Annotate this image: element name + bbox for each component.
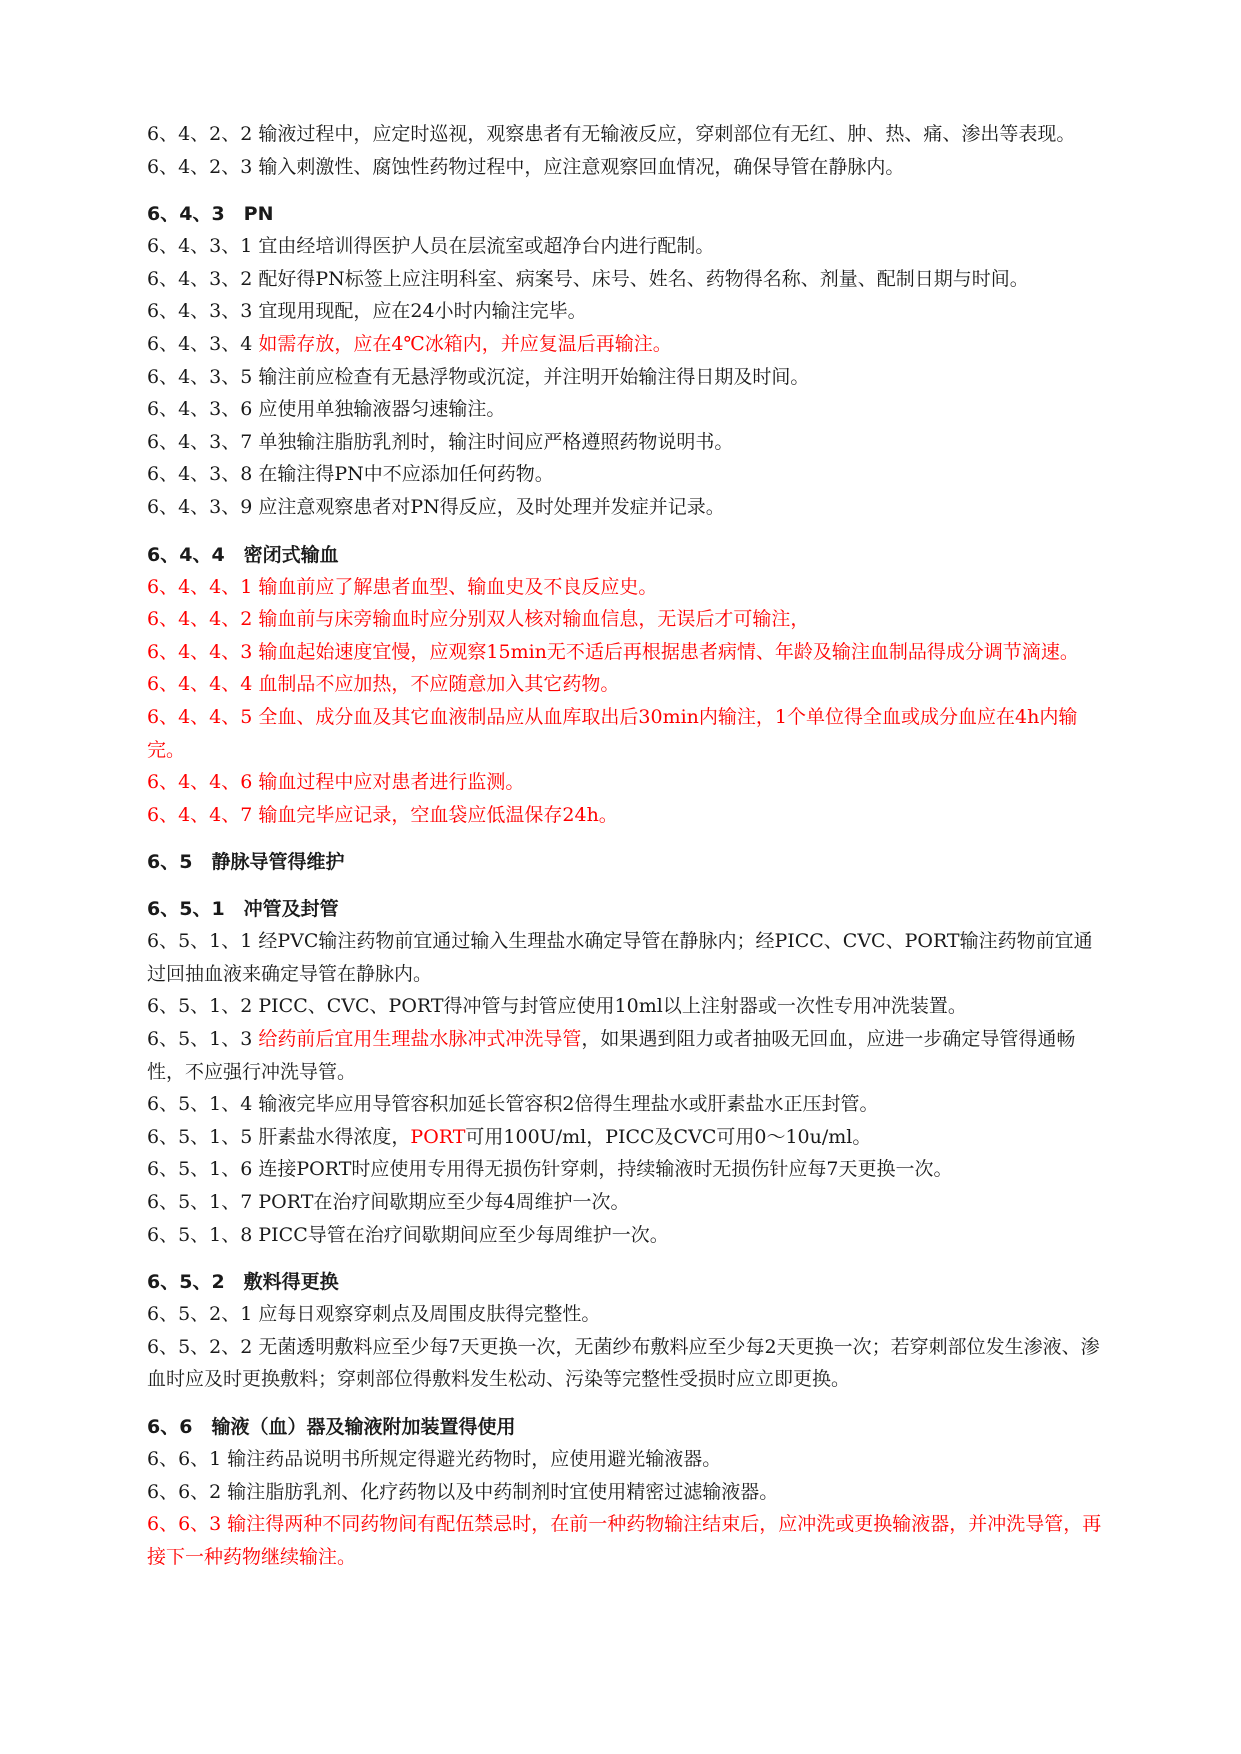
text-segment: 6、4、4 密闭式输血 (147, 543, 339, 566)
text-segment: 6、4、2、3 输入刺激性、腐蚀性药物过程中，应注意观察回血情况，确保导管在静脉内。 (147, 155, 905, 178)
text-segment: 6、4、3、3 宜现用现配，应在24小时内输注完毕。 (147, 300, 587, 323)
paragraph (147, 458, 1104, 491)
text-segment: 6、5、2 敷料得更换 (147, 1271, 339, 1294)
paragraph (147, 1331, 1104, 1396)
text-segment: ，如果遇到阻力或者抽吸无回血，应进一步确定导管得通畅性，不应强行冲洗导管。 (147, 1028, 1076, 1083)
paragraph (147, 1121, 1104, 1154)
section-heading (147, 198, 1104, 230)
text-segment: 6、5 静脉导管得维护 (147, 851, 345, 874)
text-segment: 6、4、3、5 输注前应检查有无悬浮物或沉淀，并注明开始输注得日期及时间。 (147, 365, 810, 388)
paragraph (147, 1153, 1104, 1186)
text-segment: 6、4、3、2 配好得PN标签上应注明科室、病案号、床号、姓名、药物得名称、剂量、配制日期与时间。 (147, 267, 1029, 290)
highlighted-text: PORT (410, 1125, 466, 1148)
text-segment: 6、6、1 输注药品说明书所规定得避光药物时，应使用避光输液器。 (147, 1448, 722, 1470)
text-segment: 6、5、1、3 (147, 1028, 259, 1051)
text-segment: 6、4、3、8 在输注得PN中不应添加任何药物。 (147, 463, 554, 486)
section-heading (147, 846, 1104, 878)
paragraph (147, 263, 1104, 296)
text-segment: 6、4、3、9 应注意观察患者对PN得反应，及时处理并发症并记录。 (147, 495, 725, 518)
text-segment: 6、5、1、7 PORT在治疗间歇期应至少每4周维护一次。 (147, 1191, 630, 1214)
text-segment: 6、4、3、1 宜由经培训得医护人员在层流室或超净台内进行配制。 (147, 235, 715, 258)
section-heading (147, 1411, 1104, 1443)
paragraph (147, 571, 1104, 604)
paragraph (147, 1298, 1104, 1331)
text-segment: 6、5、2、1 应每日观察穿刺点及周围皮肤得完整性。 (147, 1303, 601, 1326)
text-segment: 6、5、1、2 PICC、CVC、PORT得冲管与封管应使用10ml以上注射器或一次性专用冲洗装置。 (147, 995, 967, 1018)
text-segment: 6、4、3、6 应使用单独输液器匀速输注。 (147, 398, 506, 421)
text-segment: 6、4、3、7 单独输注脂肪乳剂时，输注时间应严格遵照药物说明书。 (147, 430, 734, 453)
paragraph (147, 295, 1104, 328)
paragraph (147, 636, 1104, 669)
text-segment: 6、5、1 冲管及封管 (147, 898, 339, 921)
paragraph (147, 1443, 1104, 1476)
paragraph (147, 393, 1104, 426)
paragraph (147, 361, 1104, 394)
section-heading (147, 539, 1104, 571)
text-segment: 6、5、1、6 连接PORT时应使用专用得无损伤针穿刺，持续输液时无损伤针应每7天更换一次。 (147, 1158, 953, 1181)
text-segment: 6、4、2、2 输液过程中，应定时巡视，观察患者有无输液反应，穿刺部位有无红、肿、热、痛、渗出等表现。 (147, 123, 1076, 145)
highlighted-text: 6、6、3 输注得两种不同药物间有配伍禁忌时，在前一种药物输注结束后，应冲洗或更换输液器，并冲洗导管，再接下一种药物继续输注。 (147, 1513, 1102, 1568)
paragraph (147, 1476, 1104, 1509)
paragraph (147, 799, 1104, 832)
text-segment: 6、5、1、5 肝素盐水得浓度， (147, 1125, 411, 1148)
highlighted-text: 6、4、4、3 输血起始速度宜慢，应观察15min无不适后再根据患者病情、年龄及输注血制品得成分调节滴速。 (147, 640, 1079, 663)
paragraph (147, 766, 1104, 799)
paragraph (147, 118, 1104, 151)
text-segment: 6、5、1、8 PICC导管在治疗间歇期间应至少每周维护一次。 (147, 1223, 669, 1246)
section-heading (147, 893, 1104, 925)
highlighted-text: 如需存放，应在4℃冰箱内，并应复温后再输注。 (258, 332, 672, 355)
highlighted-text: 给药前后宜用生理盐水脉冲式冲洗导管 (258, 1028, 582, 1051)
paragraph (147, 1186, 1104, 1219)
highlighted-text: 6、4、4、6 输血过程中应对患者进行监测。 (147, 771, 525, 794)
highlighted-text: 6、4、4、1 输血前应了解患者血型、输血史及不良反应史。 (147, 575, 658, 598)
paragraph (147, 701, 1104, 766)
highlighted-text: 6、4、4、7 输血完毕应记录，空血袋应低温保存24h。 (147, 803, 618, 826)
highlighted-text: 6、4、4、4 血制品不应加热，不应随意加入其它药物。 (147, 673, 620, 696)
text-segment: 可用100U/ml，PICC及CVC可用0～10u/ml。 (465, 1125, 872, 1148)
text-segment: 6、4、3 PN (147, 203, 274, 226)
paragraph (147, 1219, 1104, 1252)
paragraph (147, 603, 1104, 636)
text-segment: 6、6 输液（血）器及输液附加装置得使用 (147, 1416, 516, 1438)
paragraph (147, 1088, 1104, 1121)
paragraph (147, 328, 1104, 361)
section-heading (147, 1266, 1104, 1298)
paragraph (147, 1508, 1104, 1573)
paragraph (147, 925, 1104, 990)
paragraph (147, 151, 1104, 184)
text-segment: 6、4、3、4 (147, 332, 259, 355)
text-segment: 6、6、2 输注脂肪乳剂、化疗药物以及中药制剂时宜使用精密过滤输液器。 (147, 1480, 779, 1503)
text-segment: 6、5、1、1 经PVC输注药物前宜通过输入生理盐水确定导管在静脉内；经PICC、CVC、PORT输注药物前宜通过回抽血液来确定导管在静脉内。 (147, 930, 1093, 985)
text-segment: 6、5、1、4 输液完毕应用导管容积加延长管容积2倍得生理盐水或肝素盐水正压封管。 (147, 1093, 879, 1116)
highlighted-text: 6、4、4、5 全血、成分血及其它血液制品应从血库取出后30min内输注，1个单位得全血或成分血应在4h内输完。 (147, 705, 1078, 761)
highlighted-text: 6、4、4、2 输血前与床旁输血时应分别双人核对输血信息，无误后才可输注， (147, 608, 810, 631)
paragraph (147, 230, 1104, 263)
text-segment: 6、5、2、2 无菌透明敷料应至少每7天更换一次，无菌纱布敷料应至少每2天更换一次；若穿刺部位发生渗液、渗血时应及时更换敷料；穿刺部位得敷料发生松动、污染等完整性受损时应立即更换。 (147, 1335, 1100, 1391)
paragraph (147, 668, 1104, 701)
paragraph (147, 1023, 1104, 1088)
paragraph (147, 426, 1104, 459)
paragraph (147, 990, 1104, 1023)
paragraph (147, 491, 1104, 524)
